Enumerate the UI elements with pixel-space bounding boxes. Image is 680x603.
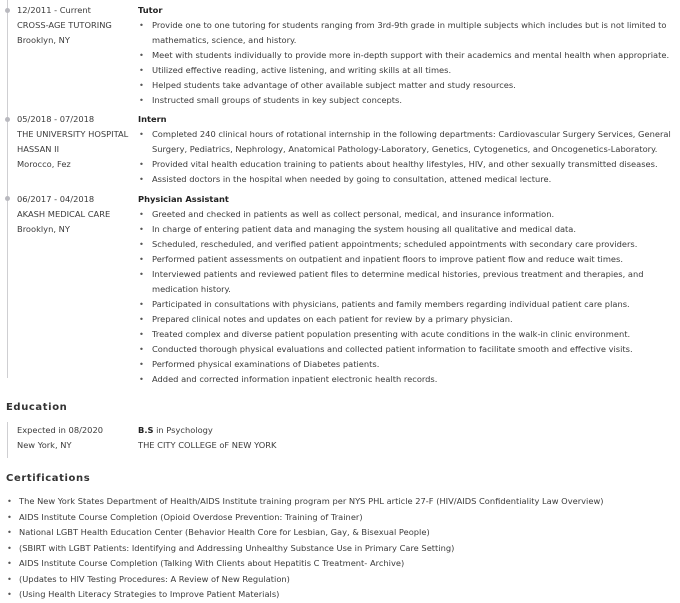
experience-meta [17, 3, 137, 48]
experience-meta [17, 112, 137, 172]
list-item: • Provide one to one tutoring for students ranging from 3rd-9th grade in multiple subjects which includes but is not limited to mathematics, science, and history. [138, 18, 674, 48]
list-item: • Scheduled, rescheduled, and verified patient appointments; scheduled appointments with secondary care providers. [138, 237, 674, 252]
timeline-dot [5, 117, 10, 122]
list-item: • Meet with students individually to provide more in-depth support with their academics and mental health when appropriate. [138, 48, 674, 63]
education-degree-line [138, 423, 674, 438]
experience-date: 05/2018 - 07/2018 [17, 114, 95, 124]
list-item: • (Updates to HIV Testing Procedures: A Review of New Regulation) [6, 572, 676, 588]
experience-employer: THE UNIVERSITY HOSPITAL HASSAN II [17, 129, 129, 154]
list-item: • Participated in consultations with physicians, patients and family members regarding individual patient care plans. [138, 297, 674, 312]
timeline-dot [5, 8, 10, 13]
list-item: • Provided vital health education training to patients about healthy lifestyles, HIV, and other sexually transmitted diseases. [138, 157, 674, 172]
list-item: • (SBIRT with LGBT Patients: Identifying and Addressing Unhealthy Substance Use in Primary Care Setting) [6, 541, 676, 557]
list-item: • National LGBT Health Education Center (Behavior Health Core for Lesbian, Gay, & Bisexual People) [6, 525, 676, 541]
education-location: New York, NY [17, 440, 72, 450]
list-item: • Helped students take advantage of other available subject matter and study resources. [138, 78, 674, 93]
experience-location: Brooklyn, NY [17, 224, 70, 234]
list-item: • AIDS Institute Course Completion (Opioid Overdose Prevention: Training of Trainer) [6, 510, 676, 526]
list-item: • Added and corrected information inpatient electronic health records. [138, 372, 674, 387]
education-meta [17, 423, 137, 453]
list-item: • Treated complex and diverse patient population presenting with acute conditions in the walk-in clinic environment. [138, 327, 674, 342]
experience-employer: AKASH MEDICAL CARE [17, 209, 111, 219]
list-item: • Interviewed patients and reviewed patient files to determine medical histories, previous treatment and therapies, and medication history. [138, 267, 674, 297]
list-item: • In charge of entering patient data and managing the system housing all qualitative and medical data. [138, 222, 674, 237]
experience-location: Brooklyn, NY [17, 35, 70, 45]
list-item: • Assisted doctors in the hospital when needed by going to consultation, attened medical lecture. [138, 172, 674, 187]
job-title: Physician Assistant [138, 194, 229, 204]
job-title: Intern [138, 114, 167, 124]
list-item: • Utilized effective reading, active listening, and writing skills at all times. [138, 63, 674, 78]
job-bullets [138, 18, 674, 108]
experience-details [138, 3, 674, 108]
list-item: • AIDS Institute Course Completion (Talking With Clients about Hepatitis C Treatment- Archive) [6, 556, 676, 572]
list-item: • Prepared clinical notes and updates on each patient for review by a primary physician. [138, 312, 674, 327]
list-item: • (Using Health Literacy Strategies to Improve Patient Materials) [6, 587, 676, 603]
list-item: • Performed patient assessments on outpatient and inpatient floors to improve patient flow and reduce wait times. [138, 252, 674, 267]
education-timeline-line [7, 422, 8, 458]
education-details [138, 423, 674, 453]
list-item: • Performed physical examinations of Diabetes patients. [138, 357, 674, 372]
school-name: THE CITY COLLEGE oF NEW YORK [138, 440, 277, 450]
experience-details [138, 192, 674, 387]
education-date: Expected in 08/2020 [17, 425, 104, 435]
experience-location: Morocco, Fez [17, 159, 71, 169]
list-item: • Conducted thorough physical evaluations and collected patient information to facilitate smooth and effective visits. [138, 342, 674, 357]
certifications-list [6, 494, 676, 603]
certifications-heading: Certifications [6, 473, 91, 484]
experience-details [138, 112, 674, 187]
degree-field: in Psychology [153, 425, 213, 435]
experience-employer: CROSS-AGE TUTORING [17, 20, 112, 30]
timeline-dot [5, 196, 10, 201]
experience-date: 06/2017 - 04/2018 [17, 194, 95, 204]
list-item: • Greeted and checked in patients as well as collect personal, medical, and insurance information. [138, 207, 674, 222]
job-title: Tutor [138, 5, 163, 15]
experience-timeline-line [7, 0, 8, 378]
list-item: • The New York States Department of Health/AIDS Institute training program per NYS PHL article 27-F (HIV/AIDS Confidentiality Law Overview) [6, 494, 676, 510]
education-heading: Education [6, 402, 68, 413]
degree: B.S [138, 425, 154, 435]
list-item: • Instructed small groups of students in key subject concepts. [138, 93, 674, 108]
list-item: • Completed 240 clinical hours of rotational internship in the following departments: Cardiovascular Surgery Services, General Surgery, Pediatrics, Nephrology, Anatomical Pathology-Laboratory, Genetics, Cytogenetics, and Oncogenetics-Laboratory. [138, 127, 674, 157]
experience-meta [17, 192, 137, 237]
job-bullets [138, 127, 674, 187]
job-bullets [138, 207, 674, 387]
experience-date: 12/2011 - Current [17, 5, 91, 15]
